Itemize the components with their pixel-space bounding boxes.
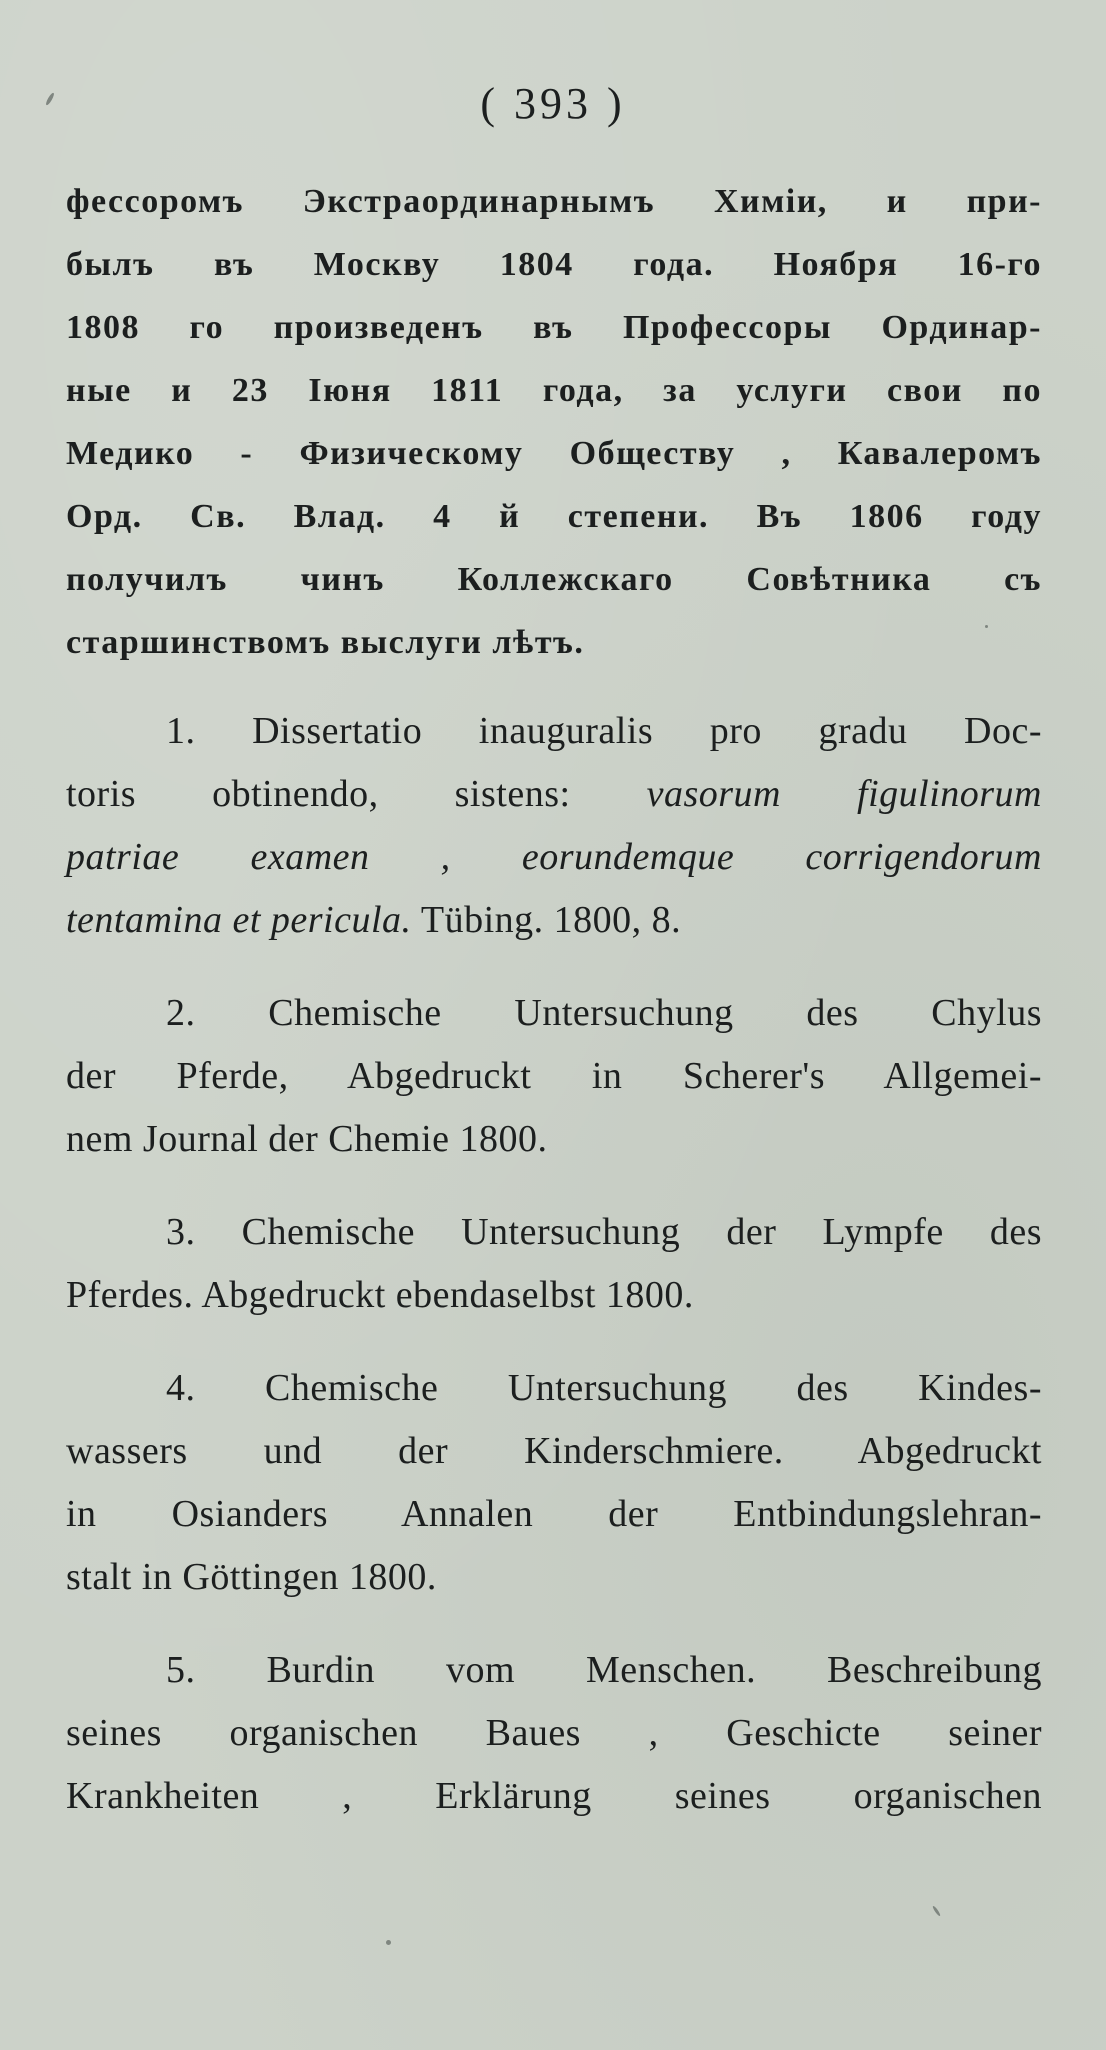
text-segment: 5. Burdin vom Menschen. Beschreibung: [166, 1649, 1042, 1691]
text-line: [66, 1108, 1042, 1171]
text-line: [66, 982, 1042, 1045]
work-entry: [66, 1639, 1042, 1828]
text-segment: Pferdes. Abgedruckt ebendaselbst 1800.: [66, 1274, 694, 1316]
text-segment: stalt in Göttingen 1800.: [66, 1556, 437, 1598]
text-line: получилъ чинъ Коллежскаго Совѣтника съ: [66, 561, 1042, 598]
text-line: [66, 1420, 1042, 1483]
text-line: [66, 1765, 1042, 1828]
paper-speck: [985, 625, 988, 628]
italic-title-segment: vasorum figulinorum: [646, 773, 1042, 815]
work-entry: [66, 1201, 1042, 1327]
text-line: [66, 826, 1042, 889]
works-list: [66, 700, 1042, 1858]
text-segment: seines organischen Baues , Geschicte seiner: [66, 1712, 1042, 1754]
text-segment: Krankheiten , Erklärung seines organischen: [66, 1775, 1042, 1817]
text-line: [66, 700, 1042, 763]
text-line: Орд. Св. Влад. 4 й степени. Въ 1806 году: [66, 498, 1042, 535]
work-entry: [66, 1357, 1042, 1609]
text-line: [66, 1639, 1042, 1702]
text-line: ные и 23 Іюня 1811 года, за услуги свои по: [66, 372, 1042, 409]
work-entry: [66, 982, 1042, 1171]
text-line: [66, 1201, 1042, 1264]
work-entry: [66, 700, 1042, 952]
text-segment: Tübing. 1800, 8.: [411, 899, 682, 941]
text-segment: 4. Chemische Untersuchung des Kindes-: [166, 1367, 1042, 1409]
italic-title-segment: tentamina et pericula.: [66, 899, 412, 941]
text-line: [66, 763, 1042, 826]
text-segment: wassers und der Kinderschmiere. Abgedruckt: [66, 1430, 1042, 1472]
text-line: [66, 1483, 1042, 1546]
paper-speck: [932, 1905, 941, 1917]
text-line: [66, 1045, 1042, 1108]
text-line: [66, 1264, 1042, 1327]
biography-paragraph: [66, 170, 1042, 674]
text-line: Медико - Физическому Обществу , Кавалеромъ: [66, 435, 1042, 472]
text-segment: in Osianders Annalen der Entbindungslehran-: [66, 1493, 1042, 1535]
text-segment: der Pferde, Abgedruckt in Scherer's Allgemei-: [66, 1055, 1042, 1097]
text-line: фессоромъ Экстраординарнымъ Химіи, и при-: [66, 183, 1042, 220]
text-segment: toris obtinendo, sistens:: [66, 773, 647, 815]
text-segment: 2. Chemische Untersuchung des Chylus: [166, 992, 1042, 1034]
text-line: [66, 1702, 1042, 1765]
text-line: старшинствомъ выслуги лѣтъ.: [66, 624, 585, 661]
paper-speck: [386, 1940, 391, 1945]
page-number: ( 393 ): [480, 79, 626, 128]
italic-title-segment: patriae examen , eorundemque corrigendorum: [66, 836, 1042, 878]
text-line: [66, 1357, 1042, 1420]
text-line: [66, 1546, 1042, 1609]
text-line: [66, 889, 1042, 952]
text-segment: 3. Chemische Untersuchung der Lympfe des: [166, 1211, 1042, 1253]
text-segment: nem Journal der Chemie 1800.: [66, 1118, 548, 1160]
text-segment: 1. Dissertatio inauguralis pro gradu Doc-: [166, 710, 1042, 752]
text-line: 1808 го произведенъ въ Профессоры Ординар-: [66, 309, 1042, 346]
text-line: былъ въ Москву 1804 года. Ноября 16-го: [66, 246, 1042, 283]
